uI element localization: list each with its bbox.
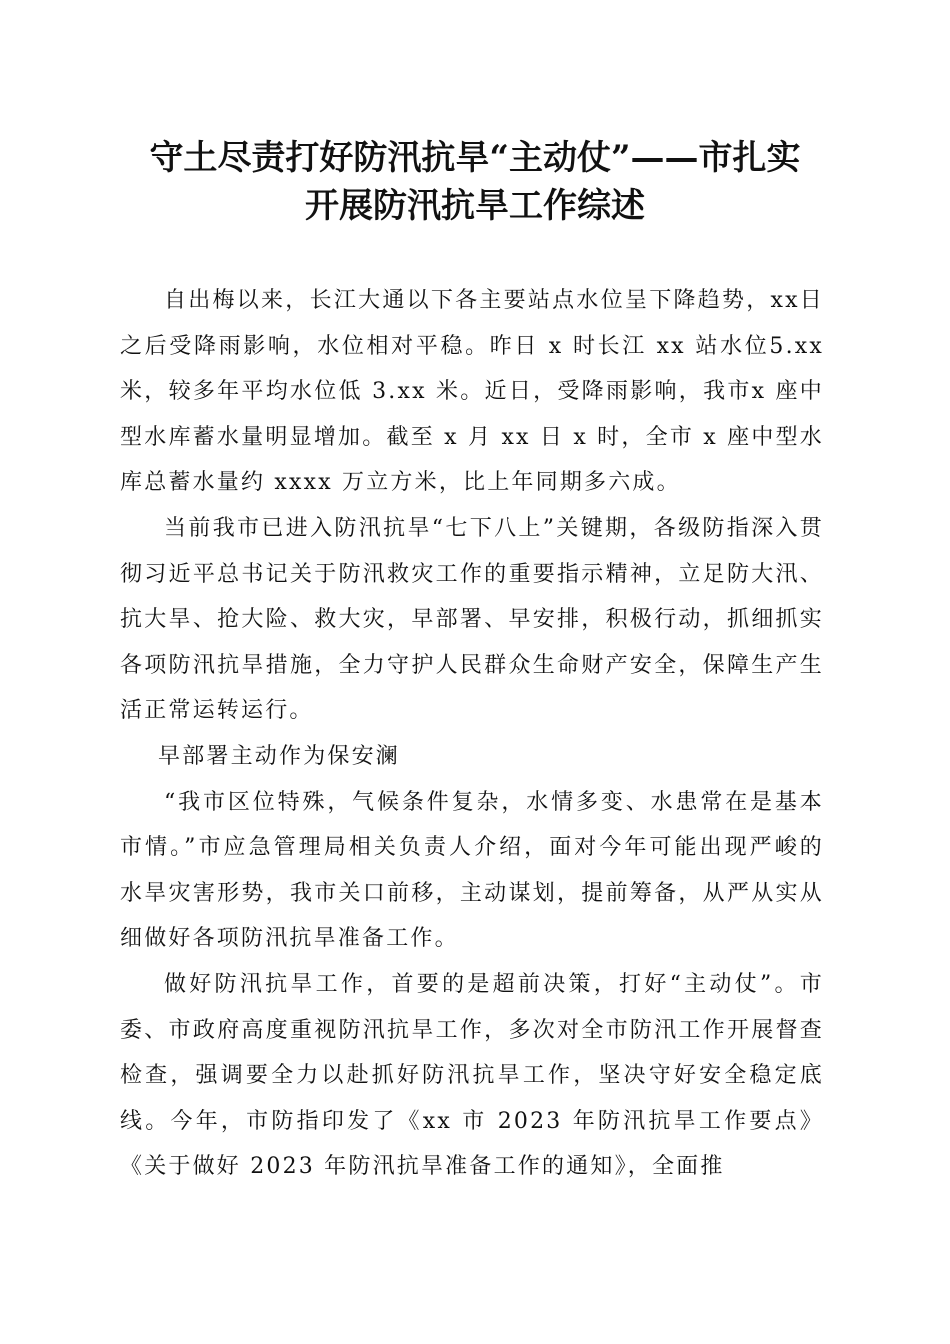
section-heading: 早部署主动作为保安澜: [158, 743, 401, 769]
title-line-2: 开展防汛抗旱工作综述: [305, 186, 645, 226]
paragraph-quote: “我市区位特殊，气候条件复杂，水情多变、水患常在是基本市情。”市应急管理局相关负责人介绍，面对今年可能出现严峻的水旱灾害形势，我市关口前移，主动谋划，提前筹备，从严从实从细做好各项防汛抗旱准备工作。: [120, 789, 824, 952]
title-line-1: 守土尽责打好防汛抗旱“主动仗”——市扎实: [149, 138, 801, 178]
paragraph-decisions: 做好防汛抗旱工作，首要的是超前决策，打好“主动仗”。市委、市政府高度重视防汛抗旱工作，多次对全市防汛工作开展督查检查，强调要全力以赴抓好防汛抗旱工作，坚决守好安全稳定底线。今年，市防指印发了《xx 市 2023 年防汛抗旱工作要点》《关于做好 2023 年防汛抗旱准备工作的通知》，全面推: [120, 971, 824, 1180]
document-title: [100, 134, 850, 230]
paragraph-water-levels: 自出梅以来，长江大通以下各主要站点水位呈下降趋势，xx日之后受降雨影响，水位相对平稳。昨日 x 时长江 xx 站水位5.xx 米，较多年平均水位低 3.xx 米。近日，受降雨影响，我市x 座中型水库蓄水量明显增加。截至 x 月 xx 日 x 时，全市 x 座中型水库总蓄水量约 xxxx 万立方米，比上年同期多六成。: [120, 288, 824, 496]
document-body: [120, 278, 824, 1190]
paragraph-key-period: 当前我市已进入防汛抗旱“七下八上”关键期，各级防指深入贯彻习近平总书记关于防汛救灾工作的重要指示精神，立足防大汛、抗大旱、抢大险、救大灾，早部署、早安排，积极行动，抓细抓实各项防汛抗旱措施，全力守护人民群众生命财产安全，保障生产生活正常运转运行。: [120, 515, 824, 724]
